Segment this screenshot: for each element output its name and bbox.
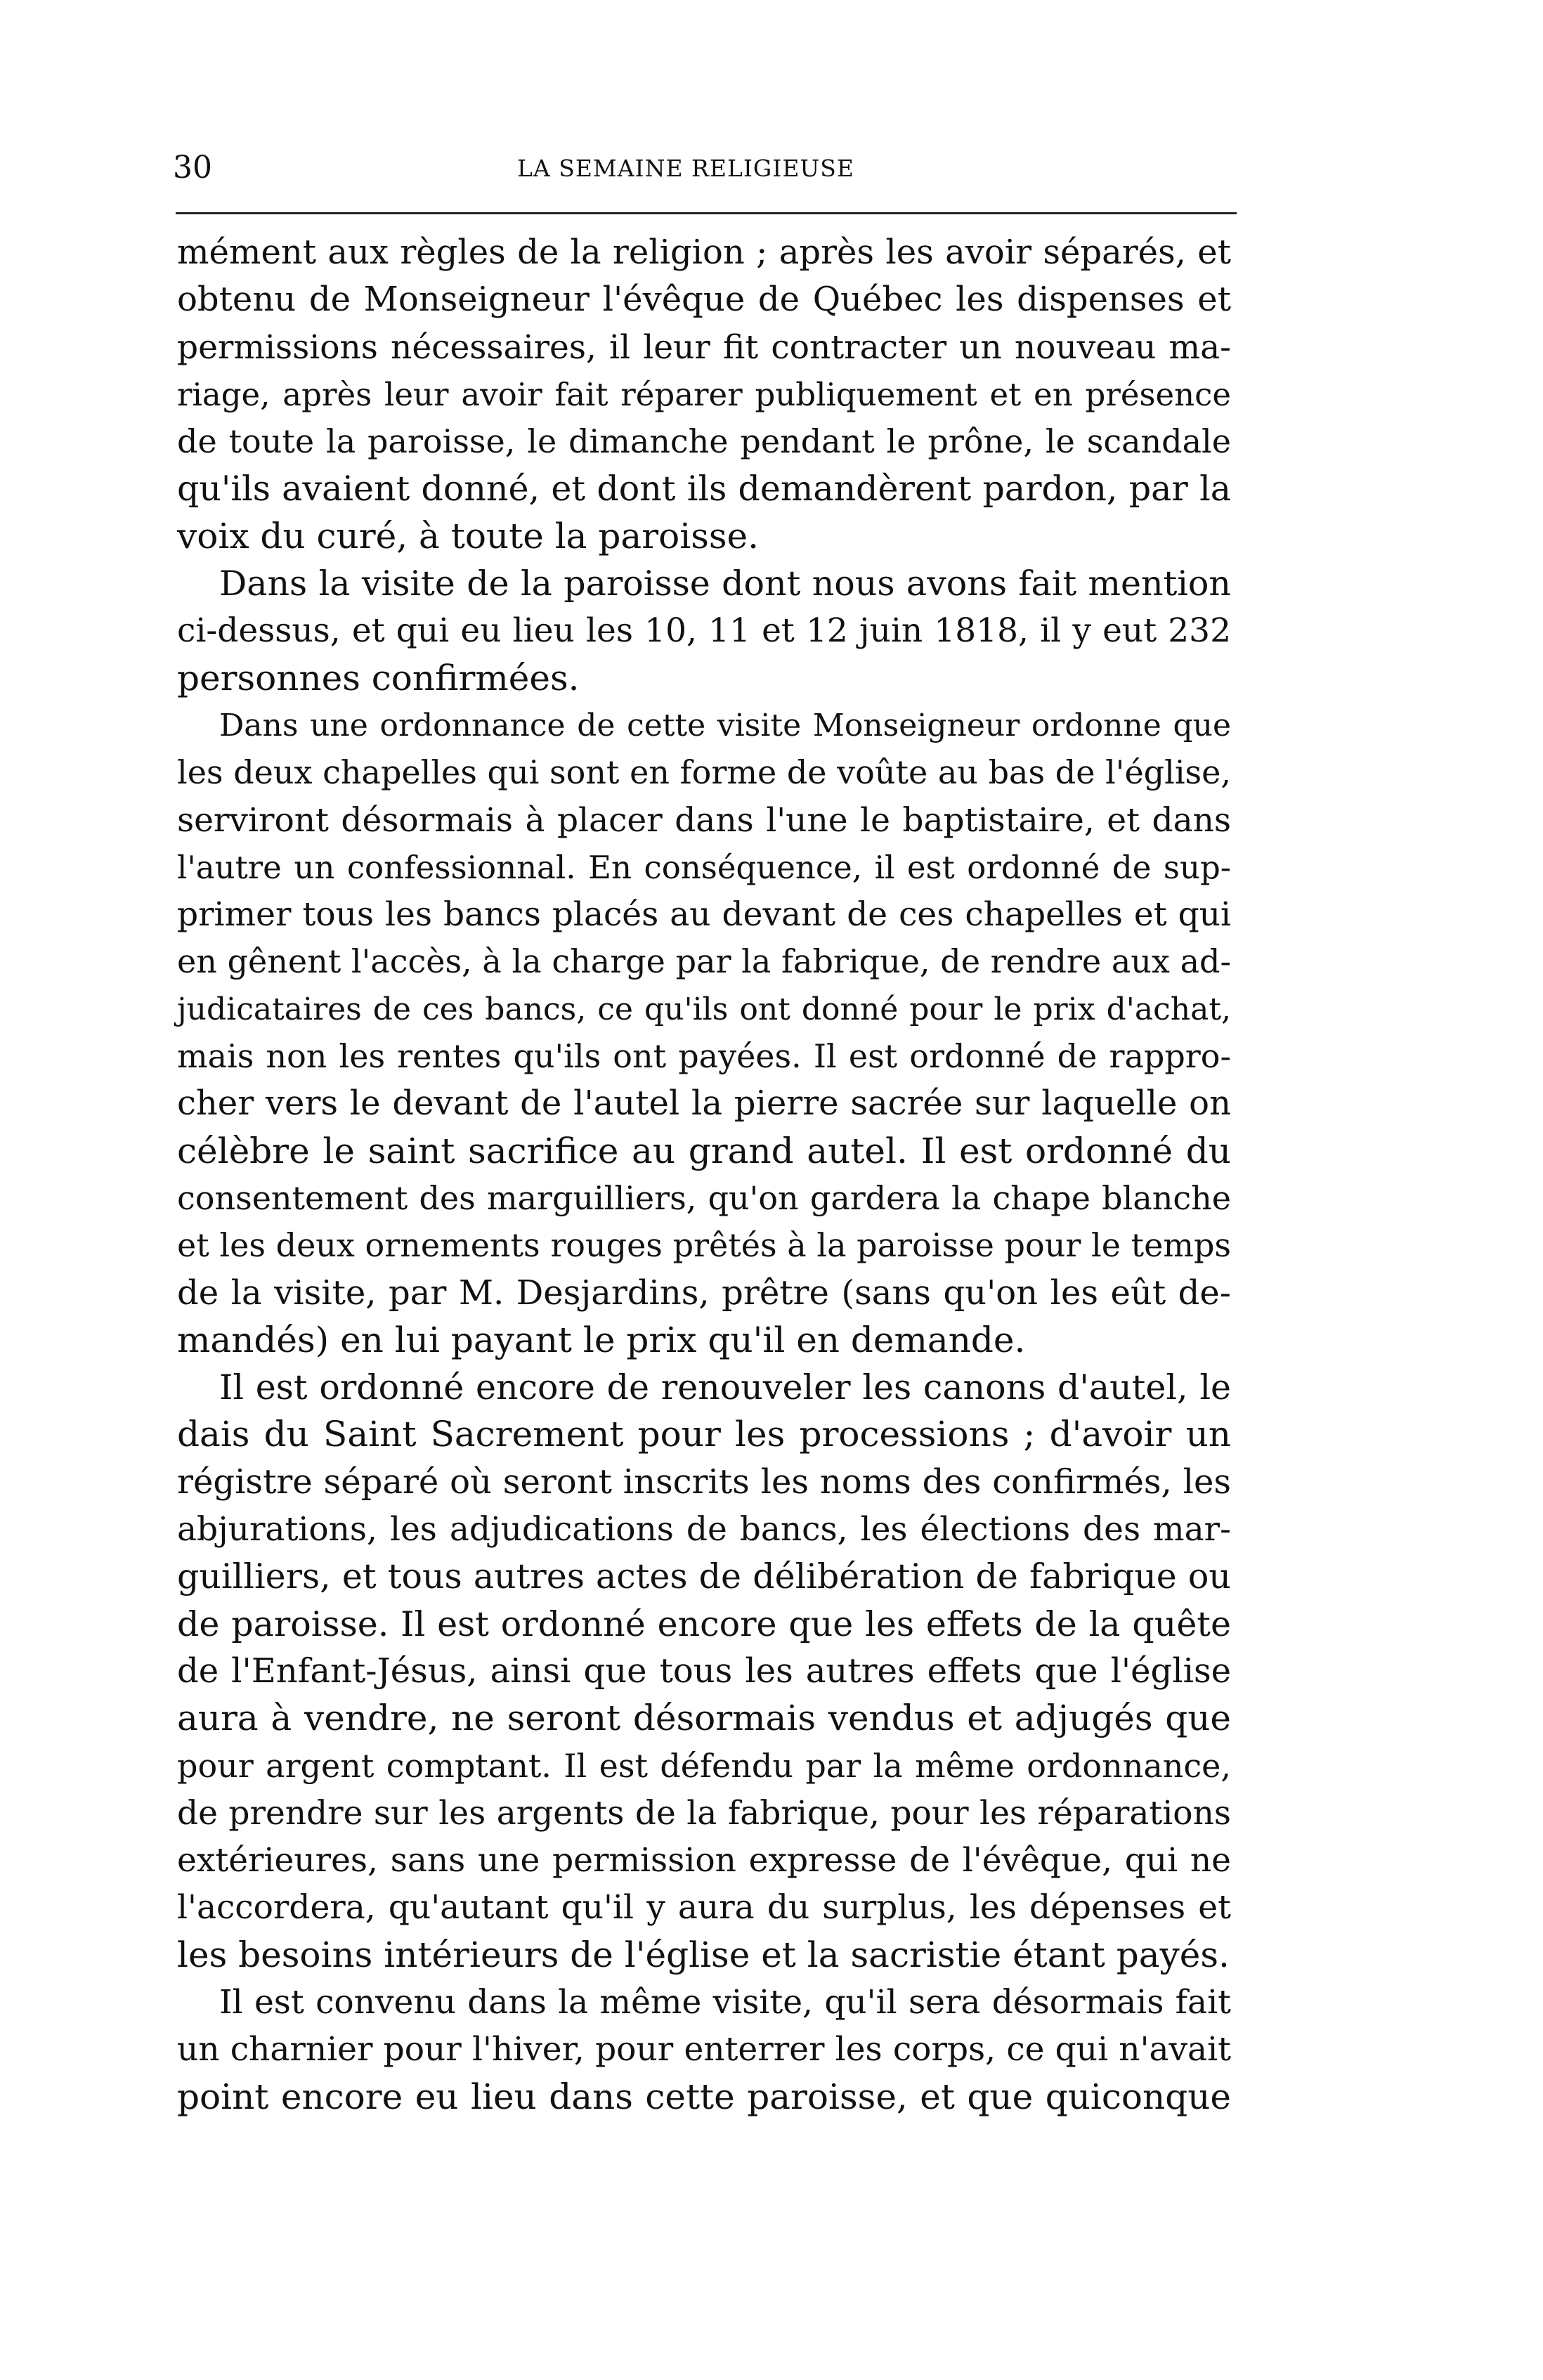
running-title: LA SEMAINE RELIGIEUSE (517, 155, 854, 182)
text-line: mais non les rentes qu'ils ont payées. Il est ordonné de rappro- (177, 1037, 1231, 1076)
text-line: l'accordera, qu'autant qu'il y aura du surplus, les dépenses et (177, 1888, 1231, 1927)
text-line: Dans la visite de la paroisse dont nous avons fait mention (219, 564, 1231, 604)
text-line: guilliers, et tous autres actes de délibération de fabrique ou (177, 1556, 1231, 1597)
text-line: cher vers le devant de l'autel la pierre sacrée sur laquelle on (177, 1084, 1231, 1124)
text-line: Dans une ordonnance de cette visite Monseigneur ordonne que (219, 707, 1231, 743)
text-line: de prendre sur les argents de la fabrique, pour les réparations (177, 1793, 1231, 1833)
text-line: l'autre un confessionnal. En conséquence, il est ordonné de sup- (177, 848, 1231, 886)
text-line: permissions nécessaires, il leur fit contracter un nouveau ma- (177, 327, 1231, 367)
text-line: les besoins intérieurs de l'église et la sacristie étant payés. (177, 1934, 1230, 1975)
text-line: personnes confirmées. (177, 657, 580, 698)
text-line: obtenu de Monseigneur l'évêque de Québec les dispenses et (177, 280, 1231, 320)
text-line: judicataires de ces bancs, ce qu'ils ont donné pour le prix d'achat, (177, 991, 1231, 1027)
text-line: un charnier pour l'hiver, pour enterrer les corps, ce qui n'avait (177, 2030, 1231, 2069)
text-line: mément aux règles de la religion ; après les avoir séparés, et (177, 233, 1231, 272)
text-line: et les deux ornements rouges prêtés à la paroisse pour le temps (177, 1226, 1231, 1265)
text-line: Il est convenu dans la même visite, qu'il sera désormais fait (219, 1982, 1231, 2022)
text-line: extérieures, sans une permission expresse de l'évêque, qui ne (177, 1841, 1231, 1880)
text-line: consentement des marguilliers, qu'on gardera la chape blanche (177, 1178, 1231, 1217)
text-line: mandés) en lui payant le prix qu'il en demande. (177, 1319, 1026, 1360)
text-line: de paroisse. Il est ordonné encore que les effets de la quête (177, 1604, 1231, 1644)
text-line: de l'Enfant-Jésus, ainsi que tous les autres effets que l'église (177, 1651, 1231, 1691)
text-line: régistre séparé où seront inscrits les noms des confirmés, les (177, 1462, 1231, 1502)
page-header (173, 150, 1234, 193)
body-text (177, 229, 1231, 2121)
header-rule (176, 212, 1237, 214)
text-line: célèbre le saint sacrifice au grand autel. Il est ordonné du (177, 1130, 1231, 1171)
text-line: abjurations, les adjudications de bancs, les élections des mar- (177, 1510, 1231, 1549)
text-line: primer tous les bancs placés au devant de ces chapelles et qui (177, 895, 1231, 935)
text-line: aura à vendre, ne seront désormais vendus et adjugés que (177, 1698, 1231, 1739)
page-number: 30 (173, 150, 212, 186)
text-line: de la visite, par M. Desjardins, prêtre (sans qu'on les eût de- (177, 1273, 1231, 1313)
text-line: en gênent l'accès, à la charge par la fabrique, de rendre aux ad- (177, 942, 1231, 981)
text-line: qu'ils avaient donné, et dont ils demandèrent pardon, par la (177, 469, 1231, 509)
text-line: ci-dessus, et qui eu lieu les 10, 11 et 12 juin 1818, il y eut 232 (177, 611, 1231, 651)
text-line: pour argent comptant. Il est défendu par la même ordonnance, (177, 1746, 1231, 1785)
text-line: voix du curé, à toute la paroisse. (177, 515, 760, 557)
text-line: serviront désormais à placer dans l'une le baptistaire, et dans (177, 800, 1231, 840)
text-line: Il est ordonné encore de renouveler les canons d'autel, le (219, 1367, 1231, 1408)
text-line: point encore eu lieu dans cette paroisse, et que quiconque (177, 2076, 1231, 2117)
text-line: riage, après leur avoir fait réparer publiquement et en présence (177, 375, 1231, 413)
text-line: dais du Saint Sacrement pour les processions ; d'avoir un (177, 1414, 1231, 1455)
text-line: les deux chapelles qui sont en forme de voûte au bas de l'église, (177, 753, 1231, 792)
text-line: de toute la paroisse, le dimanche pendant le prône, le scandale (177, 422, 1231, 461)
